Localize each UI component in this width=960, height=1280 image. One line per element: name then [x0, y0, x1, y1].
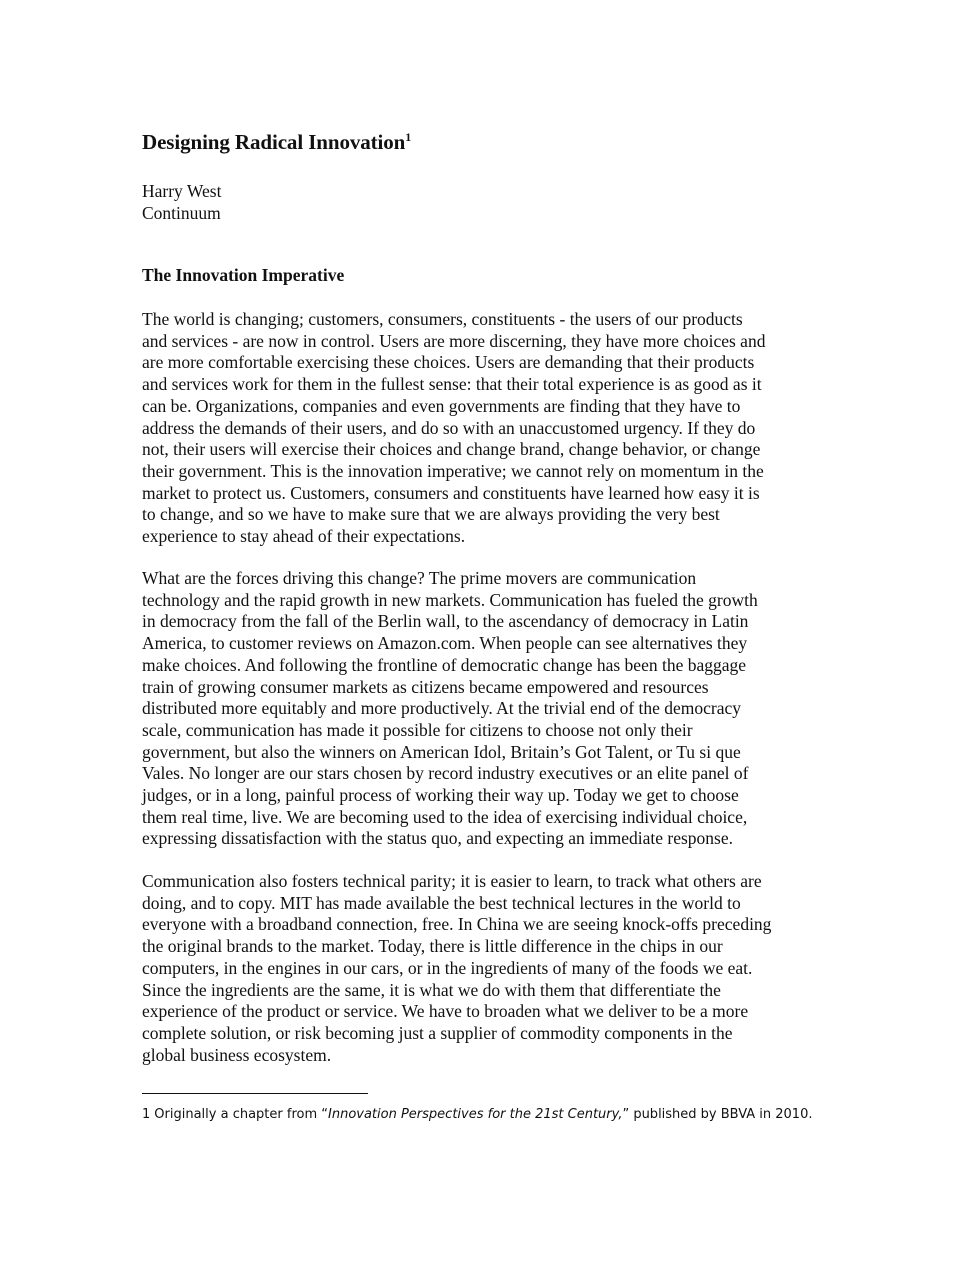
paragraph-line: Since the ingredients are the same, it is what we do with them that differentiate the [142, 979, 721, 1000]
paragraph-line: doing, and to copy. MIT has made available the best technical lectures in the world to [142, 892, 741, 913]
paragraph-line: are more comfortable exercising these choices. Users are demanding that their products [142, 352, 755, 373]
paragraph-line: experience of the product or service. We have to broaden what we deliver to be a more [142, 1001, 749, 1022]
document-title-text: Designing Radical Innovation [142, 130, 406, 154]
author-block [142, 180, 221, 224]
paragraph-line: them real time, live. We are becoming used to the idea of exercising individual choice, [142, 806, 748, 827]
paragraph-line: experience to stay ahead of their expectations. [142, 526, 466, 547]
footnote [142, 1106, 812, 1124]
paragraph-3 [142, 871, 832, 1066]
paragraph-line: global business ecosystem. [142, 1044, 332, 1065]
paragraph-line: The world is changing; customers, consumers, constituents - the users of our products [142, 309, 743, 329]
paragraph-line: judges, or in a long, painful process of working their way up. Today we get to choose [142, 785, 739, 806]
paragraph-line: complete solution, or risk becoming just a supplier of commodity components in the [142, 1022, 733, 1043]
footnote-mark: 1 [142, 1107, 151, 1122]
paragraph-line: in democracy from the fall of the Berlin wall, to the ascendancy of democracy in Latin [142, 611, 749, 632]
author-name: Harry West [142, 181, 222, 201]
paragraph-line: address the demands of their users, and do so with an unaccustomed urgency. If they do [142, 417, 756, 438]
footnote-divider [142, 1093, 368, 1094]
title-footnote-reference[interactable]: 1 [405, 130, 412, 144]
paragraph-line: market to protect us. Customers, consumers and constituents have learned how easy it is [142, 482, 760, 503]
section-heading: The Innovation Imperative [142, 265, 345, 285]
paragraph-line: Communication also fosters technical parity; it is easier to learn, to track what others are [142, 871, 762, 891]
paragraph-line: make choices. And following the frontline of democratic change has been the baggage [142, 654, 747, 675]
paragraph-line: the original brands to the market. Today, there is little difference in the chips in our [142, 936, 723, 957]
paragraph-line: Vales. No longer are our stars chosen by record industry executives or an elite panel of [142, 763, 749, 784]
paragraph-line: computers, in the engines in our cars, or in the ingredients of many of the foods we eat. [142, 957, 753, 978]
paragraph-line: and services work for them in the fullest sense: that their total experience is as good as it [142, 374, 762, 395]
document-title [142, 130, 411, 155]
paragraph-line: technology and the rapid growth in new markets. Communication has fueled the growth [142, 589, 758, 610]
paragraph-line: What are the forces driving this change? The prime movers are communication [142, 568, 697, 588]
footnote-prefix: Originally a chapter from “ [154, 1107, 328, 1122]
paragraph-line: distributed more equitably and more productively. At the trivial end of the democracy [142, 698, 742, 719]
paragraph-line: government, but also the winners on American Idol, Britain’s Got Talent, or Tu si que [142, 741, 741, 762]
paragraph-line: expressing dissatisfaction with the status quo, and expecting an immediate response. [142, 828, 733, 849]
paragraph-line: to change, and so we have to make sure that we are always providing the very best [142, 504, 720, 525]
paragraph-line: everyone with a broadband connection, free. In China we are seeing knock-offs preceding [142, 914, 772, 935]
author-affiliation: Continuum [142, 203, 221, 223]
paragraph-line: can be. Organizations, companies and even governments are finding that they have to [142, 395, 741, 416]
paragraph-line: train of growing consumer markets as citizens became empowered and resources [142, 676, 709, 697]
footnote-suffix: ” published by BBVA in 2010. [622, 1107, 813, 1122]
footnote-source-title: Innovation Perspectives for the 21st Century, [328, 1107, 623, 1122]
paragraph-line: scale, communication has made it possible for citizens to choose not only their [142, 719, 693, 740]
paragraph-line: not, their users will exercise their choices and change brand, change behavior, or change [142, 439, 761, 460]
paragraph-line: their government. This is the innovation imperative; we cannot rely on momentum in the [142, 460, 764, 481]
paragraph-line: and services - are now in control. Users are more discerning, they have more choices and [142, 330, 766, 351]
paragraph-1 [142, 309, 832, 548]
paragraph-line: America, to customer reviews on Amazon.com. When people can see alternatives they [142, 633, 748, 654]
paragraph-2 [142, 568, 832, 850]
